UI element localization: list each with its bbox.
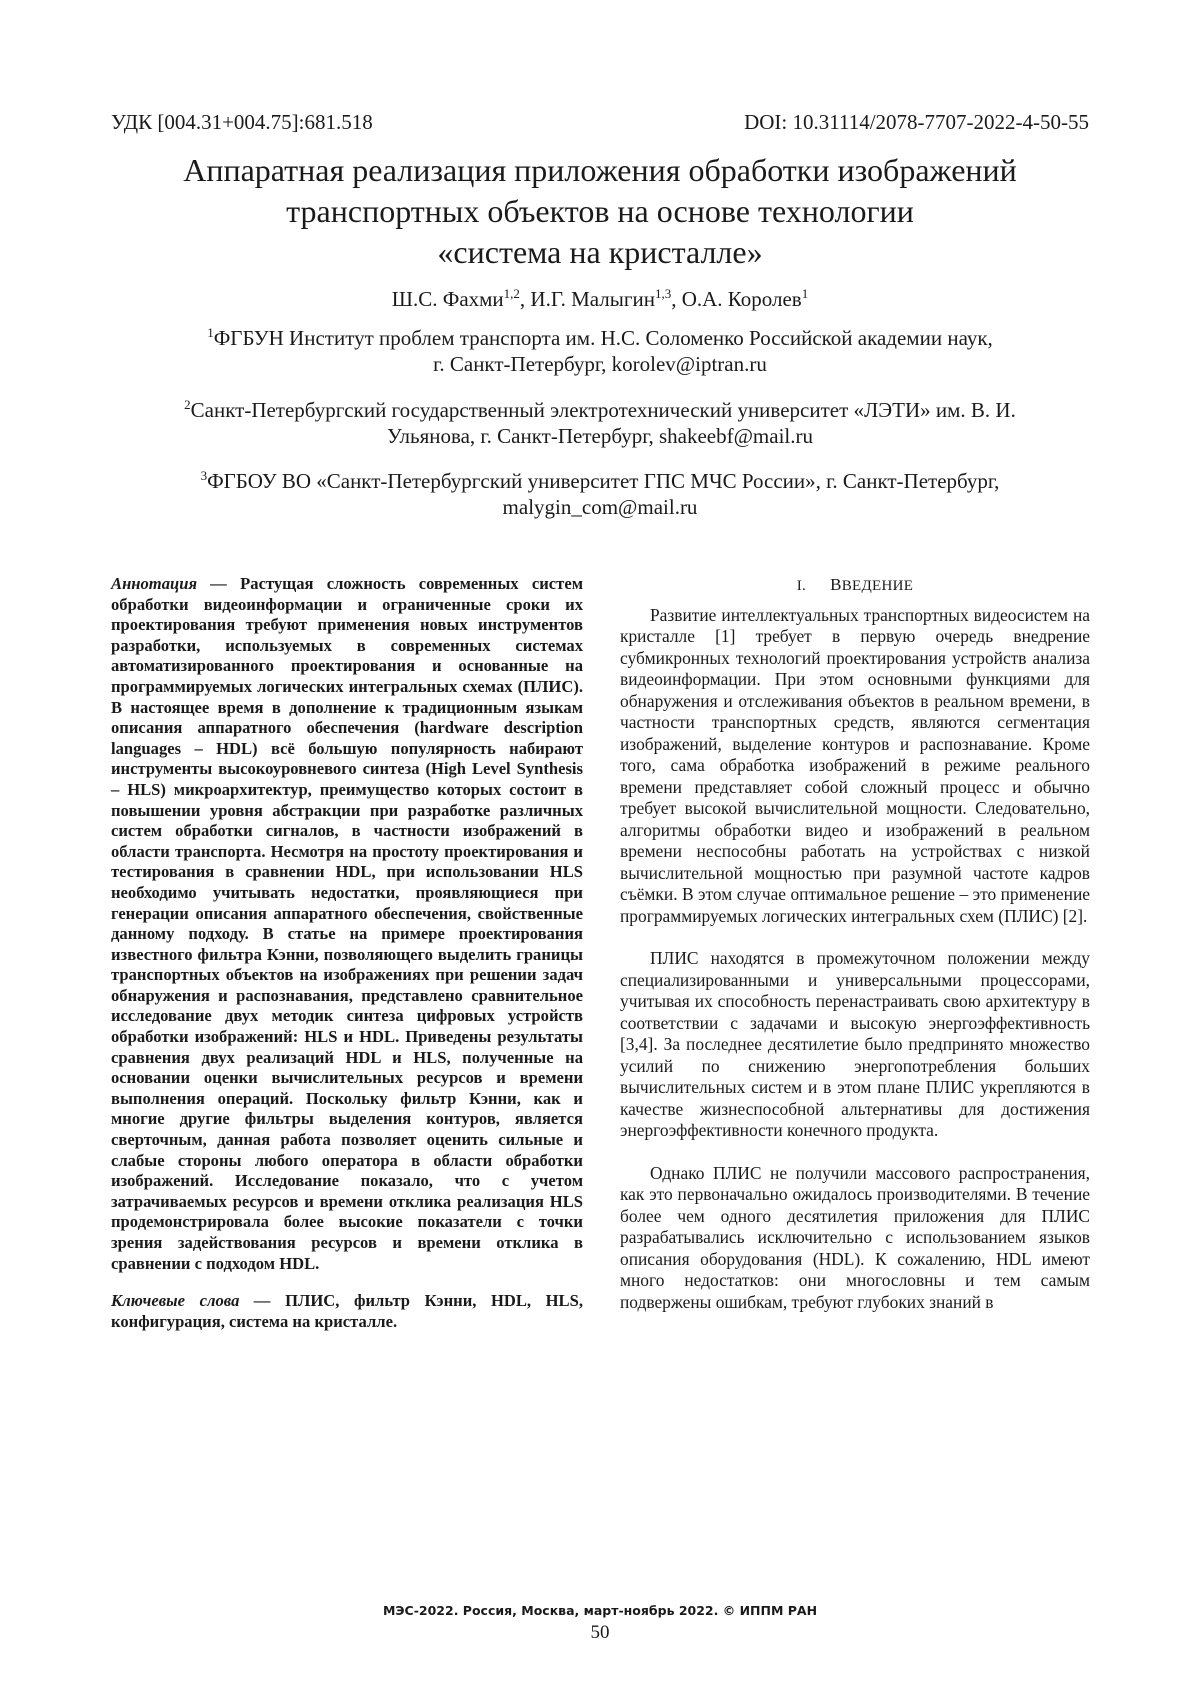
body-paragraph: Однако ПЛИС не получили массового распространения, как это первоначально ожидалось производителями. В течение более чем одного десятилетия приложения для ПЛИС разрабатывались исключительно с использованием языков описания оборудования (HDL). К сожалению, HDL имеют много недостатков: они многословны и тем самым подвержены ошибкам, требуют глубоких знаний в [620,1162,1090,1312]
body-paragraph: ПЛИС находятся в промежуточном положении между специализированными и универсальными процессорами, учитывая их способность перенастраивать свою архитектуру в соответствии с задачами и высокую энергоэффективность [3,4]. За последнее десятилетие было предпринято множество усилий по снижению энергопотребления больших вычислительных систем и в этом плане ПЛИС укрепляются в качестве жизнеспособной альтернативы для достижения энергоэффективности конечного продукта. [620,948,1090,1140]
affiliation-number: 3 [200,468,208,483]
affiliation-text: malygin_com@mail.ru [502,495,698,519]
author-separator: , [519,287,531,311]
page-header [111,110,1089,140]
abstract-column [111,574,583,1332]
affiliation [110,325,1090,377]
page-number: 50 [590,1622,610,1643]
section-heading [620,574,1090,598]
paper-title [60,150,1140,273]
affiliation-number: 2 [184,397,191,412]
abstract-label: Аннотация — [111,574,227,593]
title-line: Аппаратная реализация приложения обработки изображений [183,152,1017,188]
keywords-text: ПЛИС, фильтр Кэнни, HDL, HLS, конфигурация, система на кристалле. [111,1291,583,1331]
keywords-label: Ключевые слова — [111,1291,271,1311]
doi: DOI: 10.31114/2078-7707-2022-4-50-55 [744,110,1089,134]
affiliation-text: г. Санкт-Петербург, korolev@iptran.ru [433,352,767,376]
section-number: I. [796,578,807,594]
authors-line [100,287,1100,312]
affiliation [110,468,1090,520]
affiliation-text: ФГБУН Институт проблем транспорта им. Н.С. Соломенко Российской академии наук, [213,326,993,350]
author-affil-ref: 1,2 [503,286,520,301]
body-paragraph: Развитие интеллектуальных транспортных видеосистем на кристалле [1] требует в первую очередь внедрение субмикронных технологий проектирования устройств анализа видеоинформации. При этом основными функциями для обнаружения и отслеживания объектов в реальном времени, в частности транспортных средств, являются сегментация изображений, выделение контуров и распознавание. Кроме того, сама обработка изображений в режиме реального времени представляет собой сложный процесс и обычно требует высокой вычислительной мощности. Следовательно, алгоритмы обработки видео и изображений в реальном времени неспособны работать на устройствах с низкой вычислительной мощностью при разумной частоте кадров съёмки. В этом случае оптимальное решение – это применение программируемых логических интегральных схем (ПЛИС) [2]. [620,604,1090,926]
author-separator: , [671,287,682,311]
author-affil-ref: 1 [801,286,809,301]
author-name: И.Г. Малыгин [530,287,655,311]
section-title-initial: В [830,575,842,594]
body-column [620,574,1090,1313]
section-title-rest: ВЕДЕНИЕ [841,578,914,594]
affiliation-number: 1 [207,325,214,340]
author-name: Ш.С. Фахми [391,287,504,311]
udc-code: УДК [004.31+004.75]:681.518 [111,110,373,134]
title-line: транспортных объектов на основе технологии [286,193,914,229]
affiliation [110,397,1090,449]
author-name: О.А. Королев [681,287,802,311]
affiliation-text: Ульянова, г. Санкт-Петербург, shakeebf@mail.ru [387,424,813,448]
author-affil-ref: 1,3 [654,286,672,301]
title-line: «система на кристалле» [437,234,763,270]
keywords [111,1291,583,1332]
abstract-text: Растущая сложность современных систем обработки видеоинформации и ограниченные сроки их проектирования требуют применения новых инструментов разработки, используемых в современных системах автоматизированного проектирования и основанные на программируемых логических интегральных схемах (ПЛИС). В настоящее время в дополнение к традиционным языкам описания аппаратного обеспечения (hardware description languages – HDL) всё большую популярность набирают инструменты высокоуровневого синтеза (High Level Synthesis – HLS) микроархитектур, преимущество которых состоит в повышении уровня абстракции при разработке различных систем обработки сигналов, в частности изображений в области транспорта. Несмотря на простоту проектирования и тестирования в сравнении HDL, при использовании HLS необходимо учитывать недостатки, проявляющиеся при генерации описания аппаратного обеспечения, свойственные данному подходу. В статье на примере проектирования известного фильтра Кэнни, позволяющего выделить границы транспортных объектов на изображениях при решении задач обнаружения и распознавания, представлено сравнительное исследование двух методик синтеза цифровых устройств обработки изображений: HLS и HDL. Приведены результаты сравнения двух реализаций HDL и HLS, полученные на основании оценки вычислительных ресурсов и времени выполнения операций. Поскольку фильтр Кэнни, как и многие другие фильтры выделения контуров, является сверточным, данная работа позволяет оценить сильные и слабые стороны любого оператора в области обработки изображений. Исследование показало, что с учетом затрачиваемых ресурсов и времени отклика реализация HLS продемонстрировала более высокие показатели с точки зрения задействования ресурсов и времени отклика в сравнении с подходом HDL. [111,574,583,1273]
abstract [111,574,583,1274]
affiliation-text: ФГБОУ ВО «Санкт-Петербургский университет ГПС МЧС России», г. Санкт-Петербург, [207,469,1000,493]
affiliation-text: Санкт-Петербургский государственный электротехнический университет «ЛЭТИ» им. В. И. [190,398,1016,422]
conference-footer: МЭС-2022. Россия, Москва, март-ноябрь 2022. © ИППМ РАН [382,1603,818,1618]
